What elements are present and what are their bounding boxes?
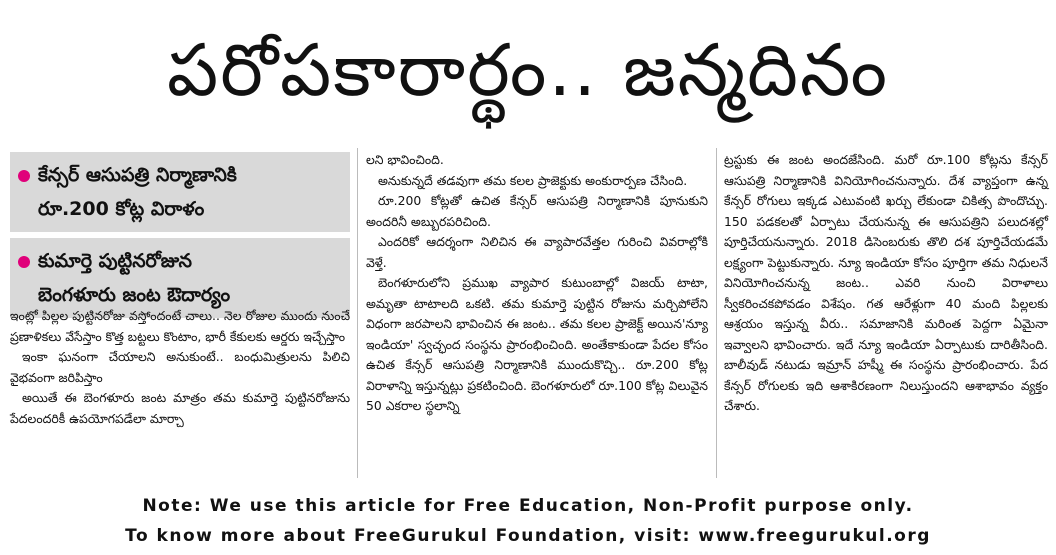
footer-link-text: To know more about FreeGurukul Foundation, visit: www.freegurukul.org <box>125 526 931 546</box>
paragraph: అనుకున్నదే తడవుగా తమ కలల ప్రాజెక్టుకు అంకురార్పణ చేసింది. <box>378 172 688 188</box>
highlight-line: కేన్సర్ ఆసుపత్రి నిర్మాణానికి <box>38 164 237 186</box>
headline: పరోపకారార్థం.. జన్మదినం <box>167 28 889 112</box>
footer-note: Note: We use this article for Free Education, Non-Profit purpose only. <box>142 496 914 516</box>
paragraph: ఎందరికో ఆదర్శంగా నిలిచిన ఈ వ్యాపారవేత్తల గురించి వివరాల్లోకి వెళ్తే. <box>366 234 708 270</box>
highlight-line: రూ.200 కోట్ల విరాళం <box>38 198 205 220</box>
paragraph: రూ.200 కోట్లతో ఉచిత కేన్సర్ ఆసుపత్రి నిర్మాణానికి పూనుకుని అందరినీ అబ్బురపరిచింది. <box>366 193 708 229</box>
column-divider <box>357 148 358 478</box>
paragraph: ట్రస్టుకు ఈ జంట అందజేసింది. మరో రూ.100 కోట్లను కేన్సర్ ఆసుపత్రి నిర్మాణానికి వినియోగించనున్నారు. దేశ వ్యాప్తంగా ఉన్న కేన్సర్ రోగులు ఇక్కడ ఎటువంటి ఖర్చు లేకుండా చికిత్స పొందొచ్చు. 150 పడకలతో ఏర్పాటు చేయనున్న ఈ ఆసుపత్రిని పలుదశల్లో పూర్తిచేయనున్నారు. 2018 డిసెంబరుకు తొలి దశ పూర్తిచేయడమే లక్ష్యంగా పెట్టుకున్నారు. న్యూ ఇండియా కోసం పూర్తిగా తమ నిధులనే వినియోగించనున్న జంట.. ఎవరి నుంచి విరాళాలు స్వీకరించకపోవడం విశేషం. గత ఆరేళ్లుగా 40 మంది పిల్లలకు ఆశ్రయం ఇస్తున్న వీరు.. సమాజానికి మరింత పెద్దగా ఏమైనా ఇవ్వాలని భావించారు. ఇదే న్యూ ఇండియా ఏర్పాటుకు దారితీసింది. బాలీవుడ్ నటుడు ఇమ్రాన్ హష్మీ ఈ సంస్థను ప్రారంభించారు. పేద కేన్సర్ రోగులకు ఇది ఆశాకిరణంగా నిలుస్తుందని ఆశాభావం వ్యక్తం చేశారు. <box>724 152 1048 413</box>
paragraph: ఇంట్లో పిల్లల పుట్టినరోజు వస్తోందంటే చాలు.. నెల రోజుల ముందు నుంచే ప్రణాళికలు వేసేస్తాం కొత్త బట్టలు కొంటాం, భారీ కేకులకు ఆర్డరు ఇచ్చేస్తాం <box>10 308 350 344</box>
paragraph: లని భావించింది. <box>366 152 444 167</box>
bullet-icon <box>18 170 30 182</box>
article-column-3 <box>724 150 1048 417</box>
bullet-icon <box>18 256 30 268</box>
article-column-2 <box>366 150 708 417</box>
highlight-line: బెంగళూరు జంట ఔదార్యం <box>38 284 231 306</box>
highlights-box <box>10 152 350 324</box>
article-column-1 <box>10 306 350 429</box>
highlight-line: కుమార్తె పుట్టినరోజున <box>38 250 192 272</box>
paragraph: అయితే ఈ బెంగళూరు జంట మాత్రం తమ కుమార్తె పుట్టినరోజును పేదలందరికీ ఉపయోగపడేలా మార్చా <box>10 390 350 426</box>
paragraph: బెంగళూరులోని ప్రముఖ వ్యాపార కుటుంబాల్లో విజయ్ టాటా, అమృతా టాటాలది ఒకటి. తమ కుమార్తె పుట్టిన రోజును మర్చిపోలేని విధంగా జరపాలని భావించిన ఈ జంట.. తమ కలల ప్రాజెక్ట్ అయిన'న్యూ ఇండియా' స్వచ్ఛంద సంస్థను ప్రారంభించింది. అంతేకాకుండా పేదల కోసం ఉచిత కేన్సర్ ఆసుపత్రి నిర్మాణానికి ముందుకొచ్చి.. రూ.200 కోట్ల విరాళాన్ని ఇస్తున్నట్లు ప్రకటించింది. బెంగళూరులో రూ.100 కోట్ల విలువైన 50 ఎకరాల స్థలాన్ని <box>366 275 708 413</box>
paragraph: ఇంకా ఘనంగా చేయాలని అనుకుంటే.. బంధుమిత్రులను పిలిచి వైభవంగా జరిపిస్తాం <box>10 349 350 385</box>
column-divider <box>716 148 717 478</box>
highlight-item <box>10 152 350 232</box>
